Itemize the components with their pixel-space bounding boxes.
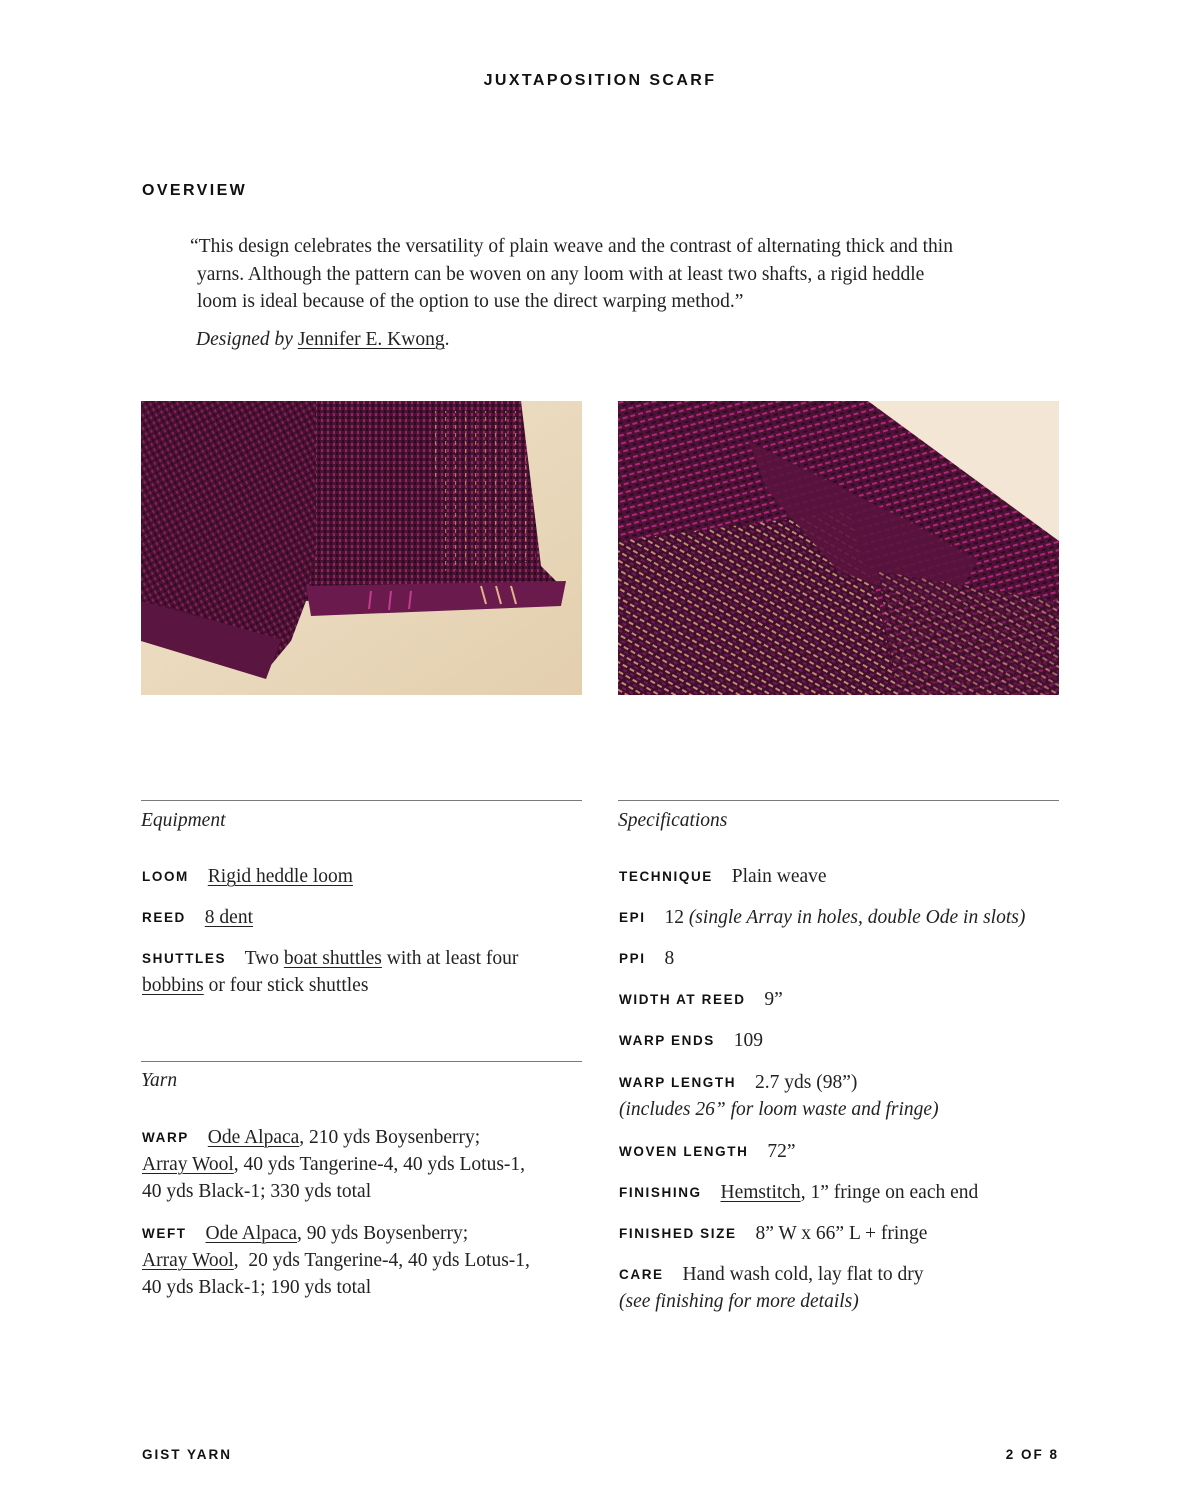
- reed-key: REED: [142, 910, 186, 925]
- warp-length-key: WARP LENGTH: [619, 1075, 737, 1090]
- hemstitch-link[interactable]: Hemstitch: [720, 1182, 801, 1203]
- shuttles-text: with at least four: [386, 948, 519, 969]
- shuttles-text: Two: [244, 948, 279, 969]
- equipment-divider: [141, 800, 582, 801]
- warp-text: , 40 yds Tangerine-4, 40 yds Lotus-1,: [233, 1154, 526, 1175]
- overview-quote: [190, 233, 1020, 316]
- overview-heading: OVERVIEW: [142, 182, 248, 199]
- reed-link[interactable]: 8 dent: [204, 907, 253, 928]
- weft-text: , 20 yds Tangerine-4, 40 yds Lotus-1,: [233, 1250, 530, 1271]
- weft-key: WEFT: [142, 1226, 187, 1241]
- care-key: CARE: [619, 1267, 664, 1282]
- equipment-row-loom: [142, 863, 582, 890]
- specifications-divider: [618, 800, 1059, 801]
- scarf-photo-right: [618, 401, 1059, 695]
- ppi-value: 8: [664, 948, 675, 969]
- care-note: (see finishing for more details): [619, 1291, 859, 1312]
- yarn-divider: [141, 1061, 582, 1062]
- weft-text: 40 yds Black-1; 190 yds total: [142, 1277, 372, 1298]
- yarn-row-weft: [142, 1220, 582, 1301]
- array-wool-link[interactable]: Array Wool: [142, 1250, 234, 1271]
- designed-by-suffix: .: [444, 329, 450, 350]
- spec-row-warp-ends: [619, 1027, 763, 1054]
- finished-size-value: 8” W x 66” L + fringe: [755, 1223, 928, 1244]
- warp-ends-key: WARP ENDS: [619, 1033, 715, 1048]
- specifications-heading: Specifications: [618, 810, 728, 831]
- scarf-ends-image: [141, 401, 582, 695]
- finishing-key: FINISHING: [619, 1185, 702, 1200]
- boat-shuttles-link[interactable]: boat shuttles: [283, 948, 382, 969]
- warp-ends-value: 109: [733, 1030, 764, 1051]
- loom-key: LOOM: [142, 869, 189, 884]
- epi-note: (single Array in holes, double Ode in slots): [688, 907, 1026, 928]
- array-wool-link[interactable]: Array Wool: [142, 1154, 234, 1175]
- ode-alpaca-link[interactable]: Ode Alpaca: [205, 1223, 298, 1244]
- epi-key: EPI: [619, 910, 646, 925]
- designer-link[interactable]: Jennifer E. Kwong: [297, 329, 445, 350]
- ode-alpaca-link[interactable]: Ode Alpaca: [207, 1127, 300, 1148]
- spec-row-woven-length: [619, 1138, 795, 1165]
- weft-text: , 90 yds Boysenberry;: [297, 1223, 469, 1244]
- page-number: 2 OF 8: [1005, 1447, 1059, 1462]
- spec-row-epi: [619, 904, 1069, 931]
- quote-line: loom is ideal because of the option to use the direct warping method.”: [197, 291, 744, 312]
- loom-link[interactable]: Rigid heddle loom: [207, 866, 353, 887]
- shuttles-key: SHUTTLES: [142, 951, 227, 966]
- page-title: JUXTAPOSITION SCARF: [483, 72, 717, 89]
- quote-line: yarns. Although the pattern can be woven on any loom with at least two shafts, a rigid heddle: [197, 263, 925, 285]
- designer-credit: [196, 329, 449, 351]
- finishing-value: , 1” fringe on each end: [800, 1182, 979, 1203]
- warp-key: WARP: [142, 1130, 189, 1145]
- yarn-row-warp: [142, 1124, 582, 1205]
- technique-value: Plain weave: [731, 866, 827, 887]
- spec-row-warp-length: [619, 1069, 1059, 1123]
- designed-by-label: Designed by: [196, 329, 293, 350]
- scarf-closeup-image: [618, 401, 1059, 695]
- quote-line: “This design celebrates the versatility of plain weave and the contrast of alternating thick and thin: [190, 236, 953, 257]
- warp-length-value: 2.7 yds (98”): [754, 1072, 858, 1093]
- spec-row-finished-size: [619, 1220, 927, 1247]
- spec-row-technique: [619, 863, 1059, 890]
- technique-key: TECHNIQUE: [619, 869, 713, 884]
- warp-text: 40 yds Black-1; 330 yds total: [142, 1181, 372, 1202]
- width-at-reed-key: WIDTH AT REED: [619, 992, 746, 1007]
- spec-row-finishing: [619, 1179, 1059, 1206]
- equipment-heading: Equipment: [141, 810, 226, 831]
- spec-row-ppi: [619, 945, 674, 972]
- woven-length-value: 72”: [767, 1141, 796, 1162]
- care-value: Hand wash cold, lay flat to dry: [682, 1264, 924, 1285]
- footer-brand: GIST YARN: [142, 1447, 233, 1462]
- scarf-photo-left: [141, 401, 582, 695]
- shuttles-text: or four stick shuttles: [208, 975, 369, 996]
- epi-value: 12: [664, 907, 684, 928]
- spec-row-care: [619, 1261, 1059, 1315]
- warp-length-note: (includes 26” for loom waste and fringe): [619, 1099, 939, 1120]
- woven-length-key: WOVEN LENGTH: [619, 1144, 749, 1159]
- warp-text: , 210 yds Boysenberry;: [299, 1127, 481, 1148]
- yarn-heading: Yarn: [141, 1070, 178, 1091]
- bobbins-link[interactable]: bobbins: [142, 975, 204, 996]
- width-at-reed-value: 9”: [764, 989, 783, 1010]
- equipment-row-reed: [142, 904, 582, 931]
- finished-size-key: FINISHED SIZE: [619, 1226, 737, 1241]
- ppi-key: PPI: [619, 951, 646, 966]
- spec-row-width-at-reed: [619, 986, 783, 1013]
- equipment-row-shuttles: [142, 945, 582, 999]
